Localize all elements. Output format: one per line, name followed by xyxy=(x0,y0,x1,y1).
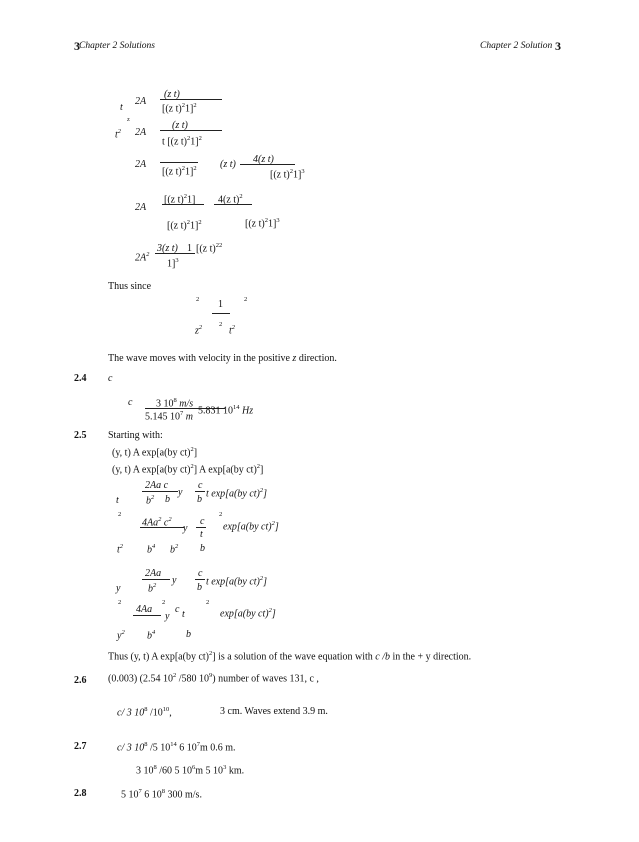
eq-text: 2 xyxy=(206,599,210,606)
eq-text: [(z t)$^2$1]$^2$ xyxy=(162,102,197,115)
eq-text: t exp[a(by ct)$^2$] xyxy=(206,487,268,500)
problem-number-2-4: 2.4 xyxy=(74,373,87,384)
eq-text: [(z t)$^2$1]$^2$ xyxy=(167,219,202,232)
eq-text: 2 xyxy=(162,599,166,606)
eq-text: $t^2$ xyxy=(117,543,124,556)
eq-text: c xyxy=(128,397,133,408)
eq-text: c xyxy=(198,568,203,579)
eq-text: 5 $10^7$ 6 $10^8$ 300 m/s. xyxy=(121,788,202,801)
fraction-bar xyxy=(160,99,222,100)
eq-text: 2A xyxy=(135,159,147,170)
eq-text: $b^4$ xyxy=(147,629,156,642)
eq-text: c xyxy=(198,480,203,491)
eq-text: 2Aa xyxy=(145,568,162,579)
eq-text: y xyxy=(165,611,170,622)
eq-text: t xyxy=(200,529,203,540)
eq-text: $t^2$ xyxy=(229,324,236,337)
eq-text: y xyxy=(178,487,183,498)
eq-text: 2 xyxy=(118,599,122,606)
eq-text: 2A xyxy=(135,96,147,107)
fraction-bar xyxy=(160,162,198,163)
eq-text: $2A^2$ xyxy=(135,251,150,264)
eq-text: $t^2$ xyxy=(115,128,122,141)
eq-text: 2 xyxy=(196,296,200,303)
running-title-left: Chapter 2 Solutions xyxy=(79,41,156,51)
eq-text: 3(z t) xyxy=(157,243,178,254)
eq-text: 4Aa$^2$ $c^2$ xyxy=(142,516,172,529)
eq-text: $b^4$ xyxy=(147,543,156,556)
fraction-bar xyxy=(212,313,230,314)
eq-text: c xyxy=(175,604,180,615)
eq-text: 4(z t)$^2$ xyxy=(218,193,243,206)
eq-text: exp[a(by ct)$^2$] xyxy=(220,607,276,620)
eq-text: (z t) xyxy=(164,89,180,100)
eq-text: 2A xyxy=(135,202,147,213)
eq-text: 4Aa xyxy=(136,604,153,615)
eq-text: (z t) xyxy=(172,120,188,131)
eq-text: $b^2$ xyxy=(148,582,157,595)
page-number-left: 3 xyxy=(74,39,80,53)
fraction-bar xyxy=(195,491,205,492)
eq-text: 3 $10^8$ /60 5 $10^6m$ 5 $10^3$ km. xyxy=(136,764,245,777)
eq-text: 1]$^3$ xyxy=(167,257,179,270)
starting-with-text: Starting with: xyxy=(108,430,163,441)
eq-text: (z t) xyxy=(220,159,236,170)
fraction-bar xyxy=(240,164,295,165)
eq-text: y xyxy=(172,575,177,586)
eq-text: c xyxy=(200,516,205,527)
eq-text: z xyxy=(127,116,130,123)
fraction-bar xyxy=(196,527,206,528)
eq-text: 1 xyxy=(218,299,223,310)
eq-text: (0.003) (2.54 $10^2$ /580 $10^9$) number of waves 131, c , xyxy=(108,672,319,685)
eq-text: t xyxy=(120,102,123,113)
eq-text: t exp[a(by ct)$^2$] xyxy=(206,575,268,588)
problem-number-2-7: 2.7 xyxy=(74,741,87,752)
fraction-bar xyxy=(142,579,170,580)
eq-text: [(z t)$^2$1]$^3$ xyxy=(270,168,305,181)
eq-text: (y, t) A exp[a(by ct)$^2$] xyxy=(112,446,198,459)
eq-text: 1 xyxy=(187,243,192,254)
eq-text: $z^2$ xyxy=(195,324,203,337)
page-number-right: 3 xyxy=(555,39,561,53)
eq-text: y xyxy=(183,523,188,534)
eq-text: y xyxy=(116,583,121,594)
eq-text: $b^2$ xyxy=(170,543,179,556)
eq-text: $y^2$ xyxy=(117,629,125,642)
eq-text: b xyxy=(197,494,202,505)
velocity-statement: The wave moves with velocity in the positive z direction. xyxy=(108,353,337,364)
eq-text: t xyxy=(116,495,119,506)
eq-text: (y, t) A exp[a(by ct)$^2$] A exp[a(by ct)$^2$] xyxy=(112,463,264,476)
eq-text: $b^2$ xyxy=(146,494,155,507)
thus-since-text: Thus since xyxy=(108,281,152,292)
fraction-bar xyxy=(162,204,204,205)
fraction-bar xyxy=(133,615,161,616)
eq-text: 3 $10^8$ m/s xyxy=(156,397,194,410)
eq-text: c xyxy=(108,373,113,384)
eq-text: b xyxy=(197,582,202,593)
problem-number-2-6: 2.6 xyxy=(74,675,87,686)
eq-text: 2A xyxy=(135,127,147,138)
eq-text: exp[a(by ct)$^2$] xyxy=(223,520,279,533)
eq-text: [(z t)$^2$1] xyxy=(164,193,196,206)
eq-text: b xyxy=(200,543,205,554)
eq-text: t [(z t)$^2$1]$^2$ xyxy=(162,135,202,148)
eq-text: c/ 3 $10^8$ $/10^{10}$, xyxy=(117,706,172,719)
conclusion-2-5: Thus (y, t) A exp[a(by ct)$^2$] is a solution of the wave equation with c /b in the + y direction. xyxy=(108,650,472,663)
fraction-bar xyxy=(140,527,184,528)
eq-text: 5.831 $10^{14}$ Hz xyxy=(198,404,254,417)
eq-text: [(z t)$^{22}$ xyxy=(196,242,223,255)
eq-text: 2 xyxy=(219,511,223,518)
eq-text: 3 cm. Waves extend 3.9 m. xyxy=(220,706,328,717)
eq-text: b xyxy=(186,629,191,640)
fraction-bar xyxy=(214,204,252,205)
problem-number-2-8: 2.8 xyxy=(74,788,87,799)
eq-text: [(z t)$^2$1]$^2$ xyxy=(162,165,197,178)
eq-text: 5.145 $10^7$ m xyxy=(145,410,193,423)
running-title-right: Chapter 2 Solution xyxy=(480,41,553,51)
fraction-bar xyxy=(195,579,205,580)
eq-text: 2Aa c xyxy=(145,480,169,491)
fraction-bar xyxy=(155,253,195,254)
eq-text: 2 xyxy=(244,296,248,303)
eq-text: 2 xyxy=(118,511,122,518)
fraction-bar xyxy=(160,130,222,131)
problem-number-2-5: 2.5 xyxy=(74,430,87,441)
eq-text: t xyxy=(182,609,185,620)
eq-text: 4(z t) xyxy=(253,154,274,165)
eq-text: [(z t)$^2$1]$^3$ xyxy=(245,217,280,230)
fraction-bar xyxy=(142,491,178,492)
eq-text: c/ 3 $10^8$ /5 $10^{14}$ 6 $10^7m$ 0.6 m. xyxy=(117,741,236,754)
eq-text: b xyxy=(165,494,170,505)
eq-text: 2 xyxy=(219,321,223,328)
